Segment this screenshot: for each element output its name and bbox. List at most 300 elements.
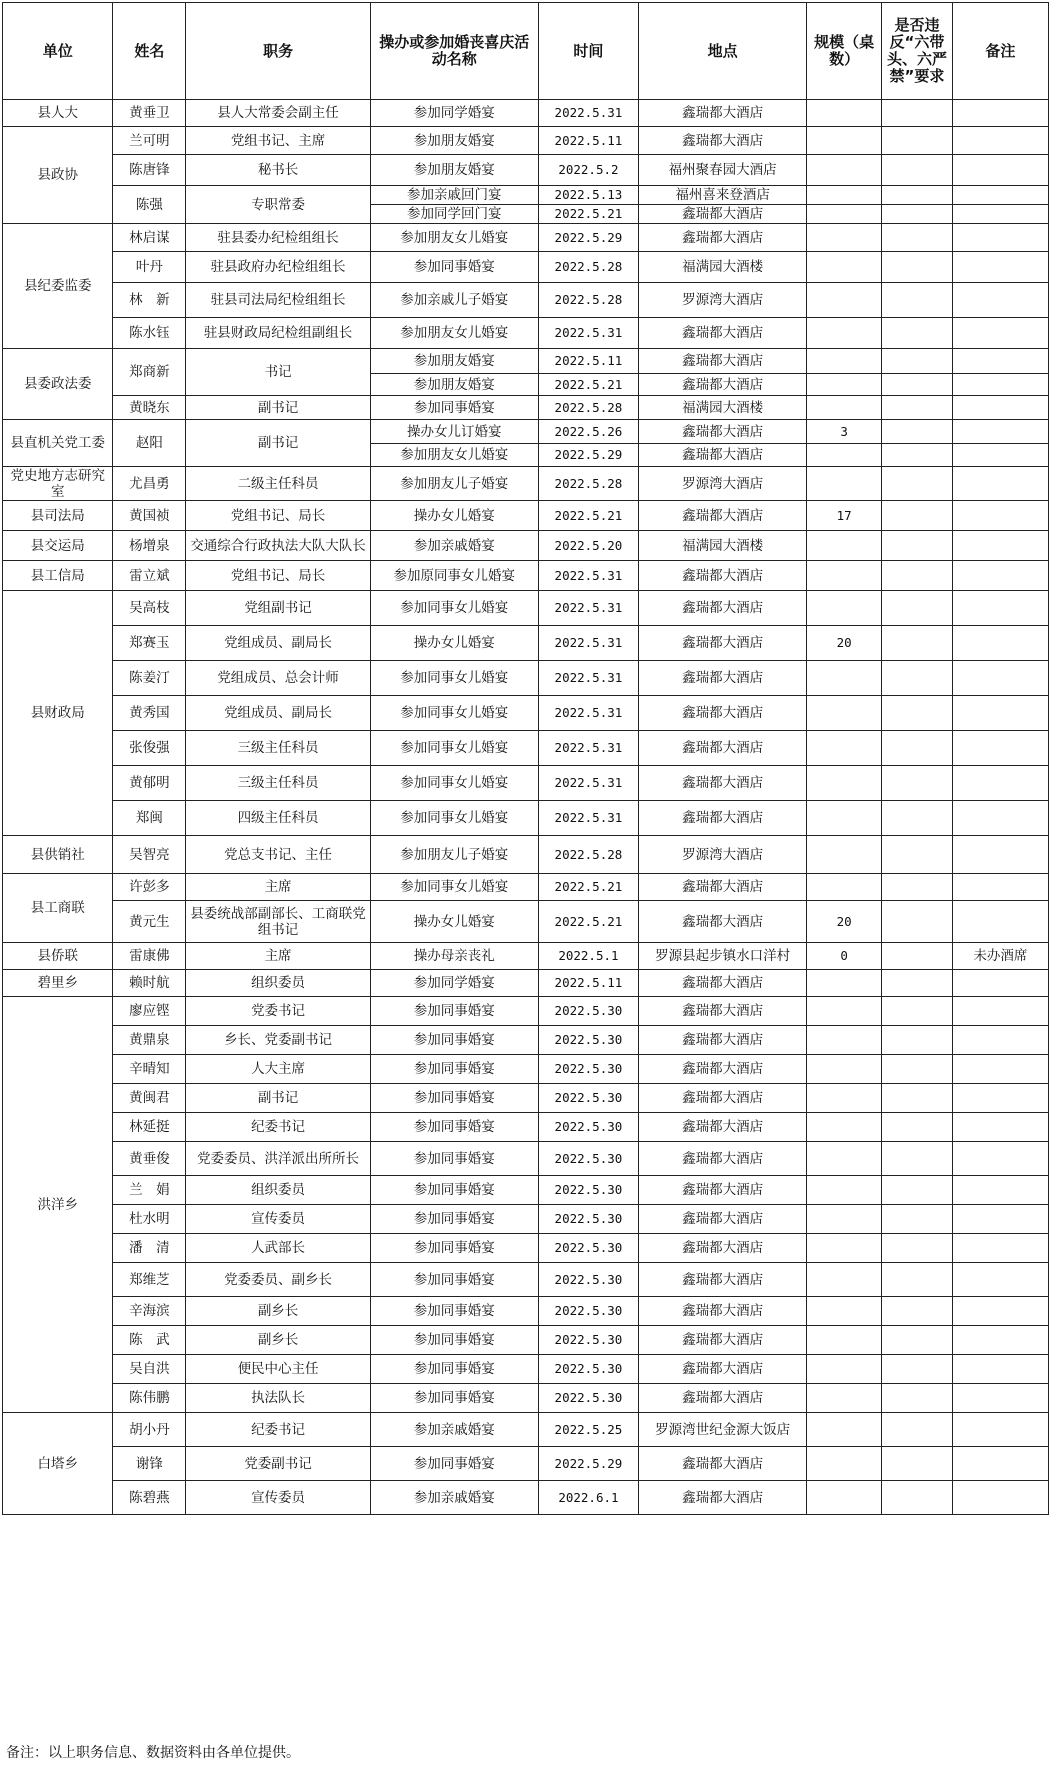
note-cell <box>952 901 1048 943</box>
scale-cell <box>807 1084 882 1113</box>
name-cell: 潘 清 <box>113 1234 186 1263</box>
place-cell: 鑫瑞都大酒店 <box>639 1384 807 1413</box>
unit-cell: 碧里乡 <box>3 970 113 997</box>
activity-cell: 参加亲戚回门宴 <box>370 186 538 205</box>
position-cell: 三级主任科员 <box>186 731 370 766</box>
scale-cell <box>807 252 882 283</box>
name-cell: 林启谋 <box>113 224 186 252</box>
note-cell <box>952 1413 1048 1447</box>
position-cell: 党组书记、局长 <box>186 501 370 531</box>
table-row <box>3 252 1049 283</box>
unit-cell: 县交运局 <box>3 531 113 561</box>
scale-cell <box>807 696 882 731</box>
note-cell <box>952 1176 1048 1205</box>
note-cell <box>952 444 1048 467</box>
position-cell: 党委委员、洪洋派出所所长 <box>186 1142 370 1176</box>
position-cell: 党委委员、副乡长 <box>186 1263 370 1297</box>
scale-cell <box>807 661 882 696</box>
name-cell: 叶丹 <box>113 252 186 283</box>
violation-cell <box>882 731 953 766</box>
note-cell <box>952 1026 1048 1055</box>
date-cell: 2022.5.13 <box>538 186 639 205</box>
violation-cell <box>882 1234 953 1263</box>
violation-cell <box>882 901 953 943</box>
table-row <box>3 467 1049 501</box>
position-cell: 乡长、党委副书记 <box>186 1026 370 1055</box>
violation-cell <box>882 1113 953 1142</box>
name-cell: 郑赛玉 <box>113 626 186 661</box>
scale-cell <box>807 100 882 127</box>
header-scale: 规模（桌数） <box>807 3 882 100</box>
note-cell <box>952 1205 1048 1234</box>
table-row <box>3 155 1049 186</box>
place-cell: 福州聚春园大酒店 <box>639 155 807 186</box>
place-cell: 鑫瑞都大酒店 <box>639 374 807 396</box>
note-cell <box>952 467 1048 501</box>
position-cell: 宣传委员 <box>186 1481 370 1515</box>
date-cell: 2022.5.21 <box>538 205 639 224</box>
place-cell: 鑫瑞都大酒店 <box>639 766 807 801</box>
scale-cell: 20 <box>807 901 882 943</box>
header-name: 姓名 <box>113 3 186 100</box>
date-cell: 2022.5.30 <box>538 1205 639 1234</box>
violation-cell <box>882 1263 953 1297</box>
date-cell: 2022.5.31 <box>538 661 639 696</box>
activity-cell: 参加亲戚婚宴 <box>370 1481 538 1515</box>
name-cell: 赖时航 <box>113 970 186 997</box>
activity-cell: 参加同事女儿婚宴 <box>370 874 538 901</box>
violation-cell <box>882 1176 953 1205</box>
note-cell <box>952 1084 1048 1113</box>
date-cell: 2022.5.21 <box>538 374 639 396</box>
activity-cell: 参加同事婚宴 <box>370 997 538 1026</box>
place-cell: 鑫瑞都大酒店 <box>639 444 807 467</box>
place-cell: 鑫瑞都大酒店 <box>639 127 807 155</box>
position-cell: 主席 <box>186 874 370 901</box>
table-row <box>3 901 1049 943</box>
note-cell <box>952 1142 1048 1176</box>
scale-cell <box>807 467 882 501</box>
activity-cell: 参加朋友女儿婚宴 <box>370 318 538 349</box>
place-cell: 福满园大酒楼 <box>639 252 807 283</box>
name-cell: 林 新 <box>113 283 186 318</box>
date-cell: 2022.5.31 <box>538 766 639 801</box>
note-cell <box>952 591 1048 626</box>
position-cell: 组织委员 <box>186 970 370 997</box>
note-cell <box>952 970 1048 997</box>
activity-cell: 参加同学回门宴 <box>370 205 538 224</box>
violation-cell <box>882 467 953 501</box>
place-cell: 鑫瑞都大酒店 <box>639 561 807 591</box>
name-cell: 廖应铿 <box>113 997 186 1026</box>
footnote: 备注：以上职务信息、数据资料由各单位提供。 <box>6 1745 300 1761</box>
position-cell: 副乡长 <box>186 1326 370 1355</box>
date-cell: 2022.5.30 <box>538 1326 639 1355</box>
place-cell: 鑫瑞都大酒店 <box>639 970 807 997</box>
activity-cell: 参加同事婚宴 <box>370 252 538 283</box>
note-cell <box>952 155 1048 186</box>
scale-cell <box>807 1326 882 1355</box>
name-cell: 陈唐锋 <box>113 155 186 186</box>
place-cell: 鑫瑞都大酒店 <box>639 224 807 252</box>
name-cell: 赵阳 <box>113 420 186 467</box>
place-cell: 鑫瑞都大酒店 <box>639 1355 807 1384</box>
date-cell: 2022.5.31 <box>538 318 639 349</box>
table-row <box>3 224 1049 252</box>
position-cell: 党组成员、副局长 <box>186 696 370 731</box>
position-cell: 秘书长 <box>186 155 370 186</box>
note-cell <box>952 127 1048 155</box>
name-cell: 黄鼎泉 <box>113 1026 186 1055</box>
position-cell: 驻县财政局纪检组副组长 <box>186 318 370 349</box>
scale-cell <box>807 1481 882 1515</box>
activity-cell: 参加朋友女儿婚宴 <box>370 224 538 252</box>
position-cell: 宣传委员 <box>186 1205 370 1234</box>
date-cell: 2022.5.30 <box>538 997 639 1026</box>
table-row <box>3 396 1049 420</box>
name-cell: 兰 娟 <box>113 1176 186 1205</box>
table-row <box>3 997 1049 1026</box>
note-cell <box>952 626 1048 661</box>
violation-cell <box>882 349 953 374</box>
header-date: 时间 <box>538 3 639 100</box>
table-row <box>3 1413 1049 1447</box>
scale-cell <box>807 1297 882 1326</box>
header-row <box>3 3 1049 100</box>
date-cell: 2022.5.11 <box>538 127 639 155</box>
place-cell: 鑫瑞都大酒店 <box>639 420 807 444</box>
note-cell <box>952 1384 1048 1413</box>
place-cell: 福满园大酒楼 <box>639 396 807 420</box>
name-cell: 陈 武 <box>113 1326 186 1355</box>
activity-cell: 参加亲戚婚宴 <box>370 1413 538 1447</box>
violation-cell <box>882 836 953 874</box>
unit-cell: 县工商联 <box>3 874 113 943</box>
activity-cell: 参加同事婚宴 <box>370 1326 538 1355</box>
table-row <box>3 1113 1049 1142</box>
place-cell: 鑫瑞都大酒店 <box>639 1326 807 1355</box>
name-cell: 黄郁明 <box>113 766 186 801</box>
date-cell: 2022.5.21 <box>538 901 639 943</box>
name-cell: 陈碧燕 <box>113 1481 186 1515</box>
date-cell: 2022.5.21 <box>538 501 639 531</box>
place-cell: 鑫瑞都大酒店 <box>639 1026 807 1055</box>
scale-cell: 20 <box>807 626 882 661</box>
scale-cell <box>807 766 882 801</box>
scale-cell: 0 <box>807 943 882 970</box>
name-cell: 雷康佛 <box>113 943 186 970</box>
name-cell: 胡小丹 <box>113 1413 186 1447</box>
violation-cell <box>882 1297 953 1326</box>
name-cell: 陈水钰 <box>113 318 186 349</box>
name-cell: 黄垂俊 <box>113 1142 186 1176</box>
activity-cell: 参加同事女儿婚宴 <box>370 801 538 836</box>
note-cell <box>952 1263 1048 1297</box>
activity-cell: 参加朋友儿子婚宴 <box>370 467 538 501</box>
position-cell: 党组书记、局长 <box>186 561 370 591</box>
table-row <box>3 970 1049 997</box>
violation-cell <box>882 1481 953 1515</box>
note-cell <box>952 531 1048 561</box>
date-cell: 2022.5.31 <box>538 731 639 766</box>
date-cell: 2022.5.30 <box>538 1113 639 1142</box>
note-cell <box>952 186 1048 205</box>
activity-cell: 参加朋友婚宴 <box>370 349 538 374</box>
name-cell: 辛海滨 <box>113 1297 186 1326</box>
place-cell: 鑫瑞都大酒店 <box>639 661 807 696</box>
violation-cell <box>882 444 953 467</box>
date-cell: 2022.5.28 <box>538 283 639 318</box>
note-cell <box>952 1481 1048 1515</box>
table-row <box>3 801 1049 836</box>
activity-cell: 参加亲戚儿子婚宴 <box>370 283 538 318</box>
activity-cell: 操办女儿订婚宴 <box>370 420 538 444</box>
activity-cell: 参加朋友婚宴 <box>370 155 538 186</box>
table-row <box>3 591 1049 626</box>
scale-cell <box>807 1447 882 1481</box>
violation-cell <box>882 874 953 901</box>
name-cell: 辛晴知 <box>113 1055 186 1084</box>
name-cell: 郑闽 <box>113 801 186 836</box>
position-cell: 书记 <box>186 349 370 396</box>
violation-cell <box>882 943 953 970</box>
violation-cell <box>882 1355 953 1384</box>
scale-cell <box>807 801 882 836</box>
header-position: 职务 <box>186 3 370 100</box>
name-cell: 张俊强 <box>113 731 186 766</box>
position-cell: 驻县委办纪检组组长 <box>186 224 370 252</box>
violation-cell <box>882 283 953 318</box>
note-cell <box>952 1355 1048 1384</box>
position-cell: 党组书记、主席 <box>186 127 370 155</box>
table-row <box>3 1142 1049 1176</box>
table-row <box>3 1234 1049 1263</box>
place-cell: 鑫瑞都大酒店 <box>639 696 807 731</box>
table-row <box>3 1263 1049 1297</box>
date-cell: 2022.5.26 <box>538 420 639 444</box>
violation-cell <box>882 970 953 997</box>
note-cell <box>952 501 1048 531</box>
date-cell: 2022.5.28 <box>538 252 639 283</box>
scale-cell <box>807 224 882 252</box>
table-row <box>3 531 1049 561</box>
violation-cell <box>882 1055 953 1084</box>
position-cell: 纪委书记 <box>186 1413 370 1447</box>
place-cell: 鑫瑞都大酒店 <box>639 1176 807 1205</box>
activity-cell: 参加同事婚宴 <box>370 396 538 420</box>
date-cell: 2022.5.1 <box>538 943 639 970</box>
activity-cell: 参加同事婚宴 <box>370 1263 538 1297</box>
position-cell: 党总支书记、主任 <box>186 836 370 874</box>
violation-cell <box>882 1205 953 1234</box>
place-cell: 鑫瑞都大酒店 <box>639 626 807 661</box>
name-cell: 陈伟鹏 <box>113 1384 186 1413</box>
scale-cell <box>807 396 882 420</box>
position-cell: 驻县司法局纪检组组长 <box>186 283 370 318</box>
scale-cell <box>807 318 882 349</box>
activity-cell: 参加同事婚宴 <box>370 1384 538 1413</box>
table-row <box>3 1481 1049 1515</box>
scale-cell <box>807 970 882 997</box>
violation-cell <box>882 252 953 283</box>
place-cell: 鑫瑞都大酒店 <box>639 349 807 374</box>
name-cell: 杨增泉 <box>113 531 186 561</box>
date-cell: 2022.5.30 <box>538 1026 639 1055</box>
activity-cell: 参加原同事女儿婚宴 <box>370 561 538 591</box>
date-cell: 2022.5.28 <box>538 467 639 501</box>
date-cell: 2022.5.30 <box>538 1297 639 1326</box>
scale-cell <box>807 1055 882 1084</box>
date-cell: 2022.5.29 <box>538 224 639 252</box>
unit-cell: 县直机关党工委 <box>3 420 113 467</box>
violation-cell <box>882 224 953 252</box>
date-cell: 2022.5.29 <box>538 444 639 467</box>
note-cell <box>952 100 1048 127</box>
position-cell: 党组成员、副局长 <box>186 626 370 661</box>
scale-cell <box>807 1205 882 1234</box>
activity-cell: 操办女儿婚宴 <box>370 901 538 943</box>
unit-cell: 县委政法委 <box>3 349 113 420</box>
date-cell: 2022.5.28 <box>538 836 639 874</box>
place-cell: 鑫瑞都大酒店 <box>639 1234 807 1263</box>
activity-cell: 参加同事女儿婚宴 <box>370 766 538 801</box>
activity-cell: 参加朋友婚宴 <box>370 127 538 155</box>
table-row <box>3 283 1049 318</box>
note-cell <box>952 1447 1048 1481</box>
table-row <box>3 420 1049 444</box>
place-cell: 罗源湾世纪金源大饭店 <box>639 1413 807 1447</box>
table-row <box>3 1084 1049 1113</box>
note-cell <box>952 561 1048 591</box>
table-row <box>3 1355 1049 1384</box>
name-cell: 谢锋 <box>113 1447 186 1481</box>
table-body <box>3 100 1049 1515</box>
place-cell: 鑫瑞都大酒店 <box>639 874 807 901</box>
position-cell: 党组成员、总会计师 <box>186 661 370 696</box>
table-row <box>3 127 1049 155</box>
scale-cell: 3 <box>807 420 882 444</box>
unit-cell: 县供销社 <box>3 836 113 874</box>
activity-cell: 参加同事婚宴 <box>370 1205 538 1234</box>
name-cell: 黄闽君 <box>113 1084 186 1113</box>
scale-cell <box>807 374 882 396</box>
violation-cell <box>882 1447 953 1481</box>
place-cell: 鑫瑞都大酒店 <box>639 205 807 224</box>
scale-cell <box>807 186 882 205</box>
activity-cell: 参加同事婚宴 <box>370 1447 538 1481</box>
activity-cell: 参加朋友儿子婚宴 <box>370 836 538 874</box>
position-cell: 人大主席 <box>186 1055 370 1084</box>
date-cell: 2022.5.31 <box>538 626 639 661</box>
scale-cell: 17 <box>807 501 882 531</box>
violation-cell <box>882 205 953 224</box>
name-cell: 许彭多 <box>113 874 186 901</box>
unit-cell: 党史地方志研究室 <box>3 467 113 501</box>
table-row <box>3 626 1049 661</box>
note-cell <box>952 318 1048 349</box>
position-cell: 副乡长 <box>186 1297 370 1326</box>
table-row <box>3 1205 1049 1234</box>
unit-cell: 洪洋乡 <box>3 997 113 1413</box>
table-row <box>3 696 1049 731</box>
name-cell: 郑商新 <box>113 349 186 396</box>
date-cell: 2022.5.31 <box>538 591 639 626</box>
table-row <box>3 1176 1049 1205</box>
date-cell: 2022.5.21 <box>538 874 639 901</box>
scale-cell <box>807 127 882 155</box>
violation-cell <box>882 1384 953 1413</box>
table-row <box>3 349 1049 374</box>
banquet-report-table <box>2 2 1049 1515</box>
violation-cell <box>882 1326 953 1355</box>
scale-cell <box>807 1142 882 1176</box>
table-row <box>3 731 1049 766</box>
place-cell: 鑫瑞都大酒店 <box>639 1113 807 1142</box>
position-cell: 驻县政府办纪检组组长 <box>186 252 370 283</box>
note-cell <box>952 1234 1048 1263</box>
note-cell <box>952 661 1048 696</box>
date-cell: 2022.5.30 <box>538 1263 639 1297</box>
position-cell: 三级主任科员 <box>186 766 370 801</box>
place-cell: 罗源湾大酒店 <box>639 467 807 501</box>
place-cell: 福满园大酒楼 <box>639 531 807 561</box>
place-cell: 鑫瑞都大酒店 <box>639 501 807 531</box>
place-cell: 鑫瑞都大酒店 <box>639 591 807 626</box>
activity-cell: 操办女儿婚宴 <box>370 626 538 661</box>
place-cell: 鑫瑞都大酒店 <box>639 1481 807 1515</box>
scale-cell <box>807 1413 882 1447</box>
violation-cell <box>882 1413 953 1447</box>
place-cell: 罗源县起步镇水口洋村 <box>639 943 807 970</box>
table-row <box>3 186 1049 205</box>
table-row <box>3 318 1049 349</box>
violation-cell <box>882 766 953 801</box>
place-cell: 鑫瑞都大酒店 <box>639 1084 807 1113</box>
scale-cell <box>807 1263 882 1297</box>
place-cell: 罗源湾大酒店 <box>639 836 807 874</box>
date-cell: 2022.5.30 <box>538 1384 639 1413</box>
unit-cell: 县工信局 <box>3 561 113 591</box>
violation-cell <box>882 591 953 626</box>
activity-cell: 参加朋友女儿婚宴 <box>370 444 538 467</box>
position-cell: 二级主任科员 <box>186 467 370 501</box>
scale-cell <box>807 349 882 374</box>
note-cell <box>952 874 1048 901</box>
header-activity: 操办或参加婚丧喜庆活动名称 <box>370 3 538 100</box>
scale-cell <box>807 1113 882 1142</box>
table-row <box>3 1447 1049 1481</box>
name-cell: 黄秀国 <box>113 696 186 731</box>
violation-cell <box>882 155 953 186</box>
table-row <box>3 1026 1049 1055</box>
note-cell <box>952 766 1048 801</box>
note-cell <box>952 1055 1048 1084</box>
note-cell <box>952 801 1048 836</box>
violation-cell <box>882 1142 953 1176</box>
date-cell: 2022.5.20 <box>538 531 639 561</box>
header-note: 备注 <box>952 3 1048 100</box>
header-violation: 是否违反“六带头、六严禁”要求 <box>882 3 953 100</box>
violation-cell <box>882 1026 953 1055</box>
note-cell <box>952 252 1048 283</box>
place-cell: 鑫瑞都大酒店 <box>639 318 807 349</box>
name-cell: 陈强 <box>113 186 186 224</box>
name-cell: 吴智亮 <box>113 836 186 874</box>
name-cell: 雷立斌 <box>113 561 186 591</box>
note-cell: 未办酒席 <box>952 943 1048 970</box>
place-cell: 鑫瑞都大酒店 <box>639 100 807 127</box>
note-cell <box>952 1113 1048 1142</box>
